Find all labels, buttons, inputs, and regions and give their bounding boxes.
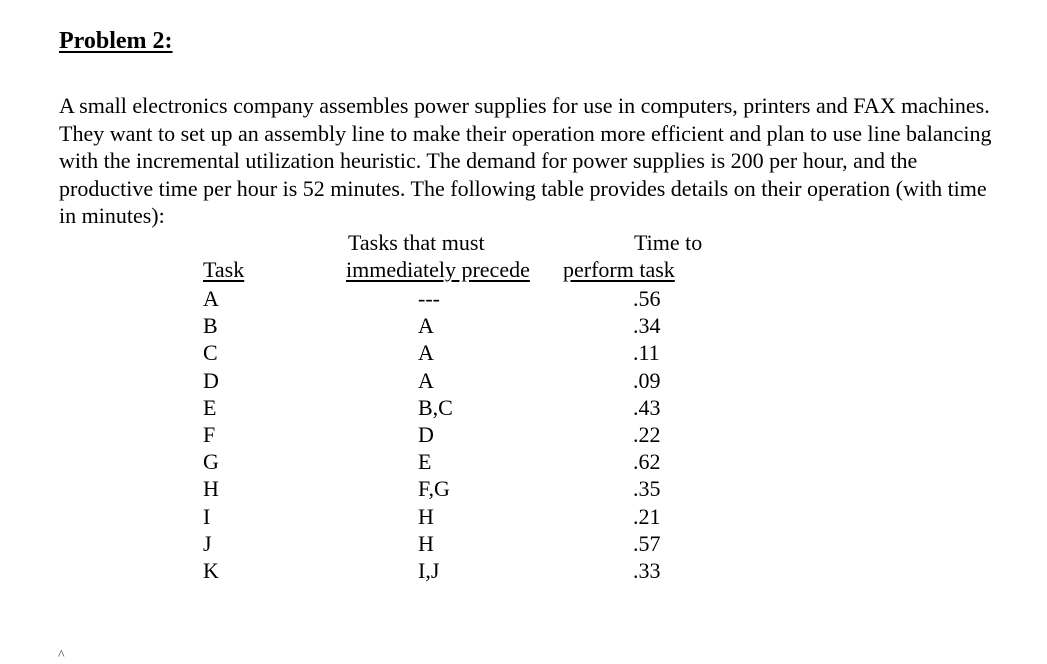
table-row [0,339,1047,366]
table-row [0,448,1047,475]
table-row [0,285,1047,312]
task-cell: C [203,340,218,366]
task-cell: I [203,503,211,529]
table-row [0,475,1047,502]
header-task: Task [203,257,245,282]
problem-description: A small electronics company assembles power supplies for use in computers, printers and FAX machines. They want to set up an assembly line to make their operation more efficient and plan to use line balancing with the incremental utilization heuristic. The demand for power supplies is 200 per hour, and the productive time per hour is 52 minutes. The following table provides details on their operation (with time in minutes): [59,93,992,228]
table-row [0,557,1047,584]
problem-title: Problem 2: [59,28,173,54]
header-precede-line2: immediately precede [346,257,530,282]
precede-cell: E [418,449,432,475]
precede-cell: H [418,503,434,529]
time-cell: .34 [633,313,661,339]
header-time-line2: perform task [563,257,675,282]
precede-cell: A [418,367,434,393]
precede-cell: A [418,313,434,339]
time-cell: .43 [633,394,661,420]
task-cell: H [203,476,219,502]
time-cell: .57 [633,530,661,556]
table-body [0,285,1047,584]
table-row [0,503,1047,530]
header-time-line1: Time to [634,230,703,255]
precede-cell: B,C [418,394,453,420]
task-cell: E [203,394,217,420]
precede-cell: I,J [418,557,440,583]
time-cell: .56 [633,286,661,311]
time-cell: .21 [633,503,661,529]
task-cell: A [203,286,219,311]
time-cell: .62 [633,449,661,475]
task-cell: F [203,421,216,447]
precede-cell: H [418,530,434,556]
task-cell: G [203,449,219,475]
precede-cell: A [418,340,434,366]
task-cell: J [203,530,212,556]
task-cell: D [203,367,219,393]
time-cell: .11 [633,340,660,366]
task-cell: B [203,313,218,339]
precede-cell: F,G [418,476,450,502]
table-row [0,530,1047,557]
time-cell: .33 [633,557,661,583]
time-cell: .09 [633,367,661,393]
precede-cell: --- [418,286,440,311]
table-row [0,394,1047,421]
time-cell: .35 [633,476,661,502]
page-corner-mark: ^ [58,648,65,663]
table-row [0,367,1047,394]
task-cell: K [203,557,219,583]
table-row [0,421,1047,448]
time-cell: .22 [633,421,661,447]
precede-cell: D [418,421,434,447]
table-row [0,312,1047,339]
header-precede-line1: Tasks that must [348,230,485,255]
